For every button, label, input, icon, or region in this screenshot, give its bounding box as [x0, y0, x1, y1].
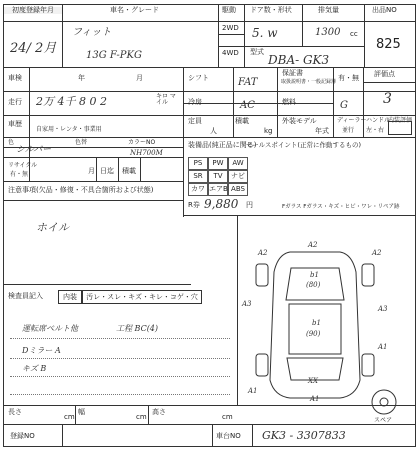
inspector-note: 工程 BC(4) — [116, 324, 159, 333]
damage-mark: (90) — [306, 330, 321, 338]
displacement-value: 1300 — [315, 27, 341, 38]
spare-tire-icon — [372, 390, 396, 414]
damage-mark: XX — [308, 377, 318, 385]
fuel-value: G — [340, 100, 348, 111]
outer-model-label: 外装モデル — [282, 117, 317, 125]
score-label: 評価点 — [374, 70, 395, 78]
equipment-item: PS — [188, 157, 208, 170]
inspector-tab-stains: 汚レ・スレ・キズ・キレ・コゲ・穴 — [82, 290, 202, 304]
recycle-label: リサイクル — [8, 162, 38, 169]
mileage-value: 2万 4千 8 0 2 — [36, 95, 107, 108]
spare-hub — [380, 398, 388, 406]
tire-rear-left — [256, 354, 268, 376]
spare-label: スペア — [374, 417, 393, 424]
color-value: シルバー — [16, 145, 52, 155]
color-no-value: NH700M — [130, 149, 163, 157]
damage-mark: (80) — [306, 281, 321, 289]
mileage-label: 走行 — [8, 98, 22, 106]
length-label: 長さ — [8, 408, 22, 416]
equipment-item: TV — [208, 170, 228, 183]
tire-front-left — [256, 264, 268, 286]
handle-value: 左・右 — [366, 127, 385, 134]
inspector-note: Dミラー A — [22, 346, 61, 355]
equipment-item: エアB — [208, 183, 228, 196]
doors-value: 5. w — [252, 26, 278, 40]
capacity-label: 定員 — [188, 117, 202, 125]
warranty-sub: 取扱説明書・一般記録簿 — [281, 79, 337, 85]
r-value: 9,880 — [204, 197, 239, 211]
equipment-item: PW — [208, 157, 228, 170]
r-unit: 円 — [246, 201, 253, 209]
drive-label: 駆動 — [222, 6, 236, 14]
model-type-label: 型式 — [250, 48, 264, 56]
lot-label: 出品NO — [372, 6, 397, 14]
doors-label: ドア数・形状 — [250, 6, 292, 14]
displacement-label: 排気量 — [318, 6, 339, 14]
recycle-year-label: 月 — [88, 167, 95, 175]
damage-legend: Fガラス Fガラス・キズ・ヒビ・ワレ・リペア跡 — [282, 204, 400, 210]
length-unit: cm — [64, 413, 75, 421]
recycle-date-label: 日迄 — [100, 167, 114, 175]
reg-no-label: 登録NO — [10, 432, 35, 440]
drive-2wd: 2WD — [222, 24, 239, 32]
inspector-label: 検査員記入 — [8, 292, 43, 300]
equipment-item: ナビ — [228, 170, 248, 183]
warranty-label: 保証書 — [282, 69, 303, 77]
equipment-title: 装備品(純正品に関る) — [188, 141, 257, 149]
year-label: 年 — [78, 74, 85, 82]
equipment-item: SR — [188, 170, 208, 183]
first-reg-label: 初度登録年月 — [4, 7, 62, 14]
width-unit: cm — [136, 413, 147, 421]
caution-label: 注意事項(欠品・修復・不具合箇所および状態) — [8, 186, 154, 194]
tire-front-right — [362, 264, 374, 286]
handle-label: ハンドル — [366, 117, 391, 124]
load-label: 積載 — [235, 117, 249, 125]
dealer-label: ディーラー — [337, 117, 367, 124]
shift-label: シフト — [188, 74, 209, 82]
displacement-unit: cc — [350, 30, 358, 38]
drive-4wd: 4WD — [222, 49, 239, 57]
inspector-note: キズ B — [22, 364, 47, 373]
dealer-value: 並行 — [342, 127, 355, 134]
r-label: R券 — [188, 201, 200, 209]
score-value: 3 — [383, 91, 392, 107]
capacity-unit: 人 — [210, 127, 217, 135]
height-label: 高さ — [152, 408, 166, 416]
grade: 13G F-PKG — [86, 50, 142, 61]
mileage-unit: キロ マイル — [156, 93, 176, 106]
equipment-item: カワ — [188, 183, 208, 196]
sales-point-label: セールスポイント(正常に作動するもの) — [246, 141, 361, 149]
damage-mark: A3 — [242, 300, 252, 308]
history-options: 自家用・レンタ・事業用 — [36, 126, 102, 133]
model-type-value: DBA- GK3 — [268, 53, 330, 67]
recycle-load-label: 積載 — [122, 167, 136, 175]
shift-value: FAT — [238, 77, 258, 88]
history-label: 車歴 — [8, 120, 22, 128]
height-unit: cm — [222, 413, 233, 421]
damage-mark: A2 — [308, 241, 318, 249]
inspection-label: 車検 — [8, 74, 22, 82]
damage-mark: A3 — [378, 305, 388, 313]
model-grade-label: 車名・グレード — [110, 6, 159, 14]
car-name: フィット — [72, 27, 112, 38]
damage-mark: A2 — [258, 249, 268, 257]
damage-mark: A1 — [248, 387, 258, 395]
first-reg-value: 24/ 2月 — [10, 41, 57, 56]
damage-mark: b1 — [312, 319, 321, 327]
month-label: 月 — [136, 74, 143, 82]
damage-mark: b1 — [310, 271, 319, 279]
recycle-options: 有・無 — [10, 171, 29, 178]
load-unit: kg — [264, 127, 273, 135]
warranty-options: 有・無 — [338, 74, 359, 82]
color-change-label: 色替 — [75, 139, 88, 146]
equipment-item: ABS — [228, 183, 248, 196]
inspector-tab-interior: 内装 — [58, 290, 82, 304]
damage-mark: A1 — [310, 395, 320, 403]
tire-rear-right — [362, 354, 374, 376]
interior-label: 内装評価 — [388, 117, 413, 124]
width-label: 幅 — [78, 408, 85, 416]
color-label: 色 — [8, 139, 15, 146]
caution-value: ホイル — [36, 221, 69, 234]
color-no-label: カラーNO — [128, 139, 156, 146]
chassis-value: GK3 - 3307833 — [262, 429, 346, 442]
outer-model-value: 年式 — [315, 127, 329, 135]
lot-value: 825 — [376, 37, 401, 52]
ac-value: AC — [240, 100, 255, 111]
ac-label: 冷房 — [188, 98, 202, 106]
damage-mark: A2 — [372, 249, 382, 257]
car-roof — [289, 304, 341, 354]
chassis-label: 車台NO — [216, 432, 241, 440]
damage-mark: A1 — [378, 343, 388, 351]
inspector-note: 運転席ベルト他 — [22, 324, 78, 333]
equipment-item: AW — [228, 157, 248, 170]
fuel-label: 燃料 — [282, 98, 296, 106]
